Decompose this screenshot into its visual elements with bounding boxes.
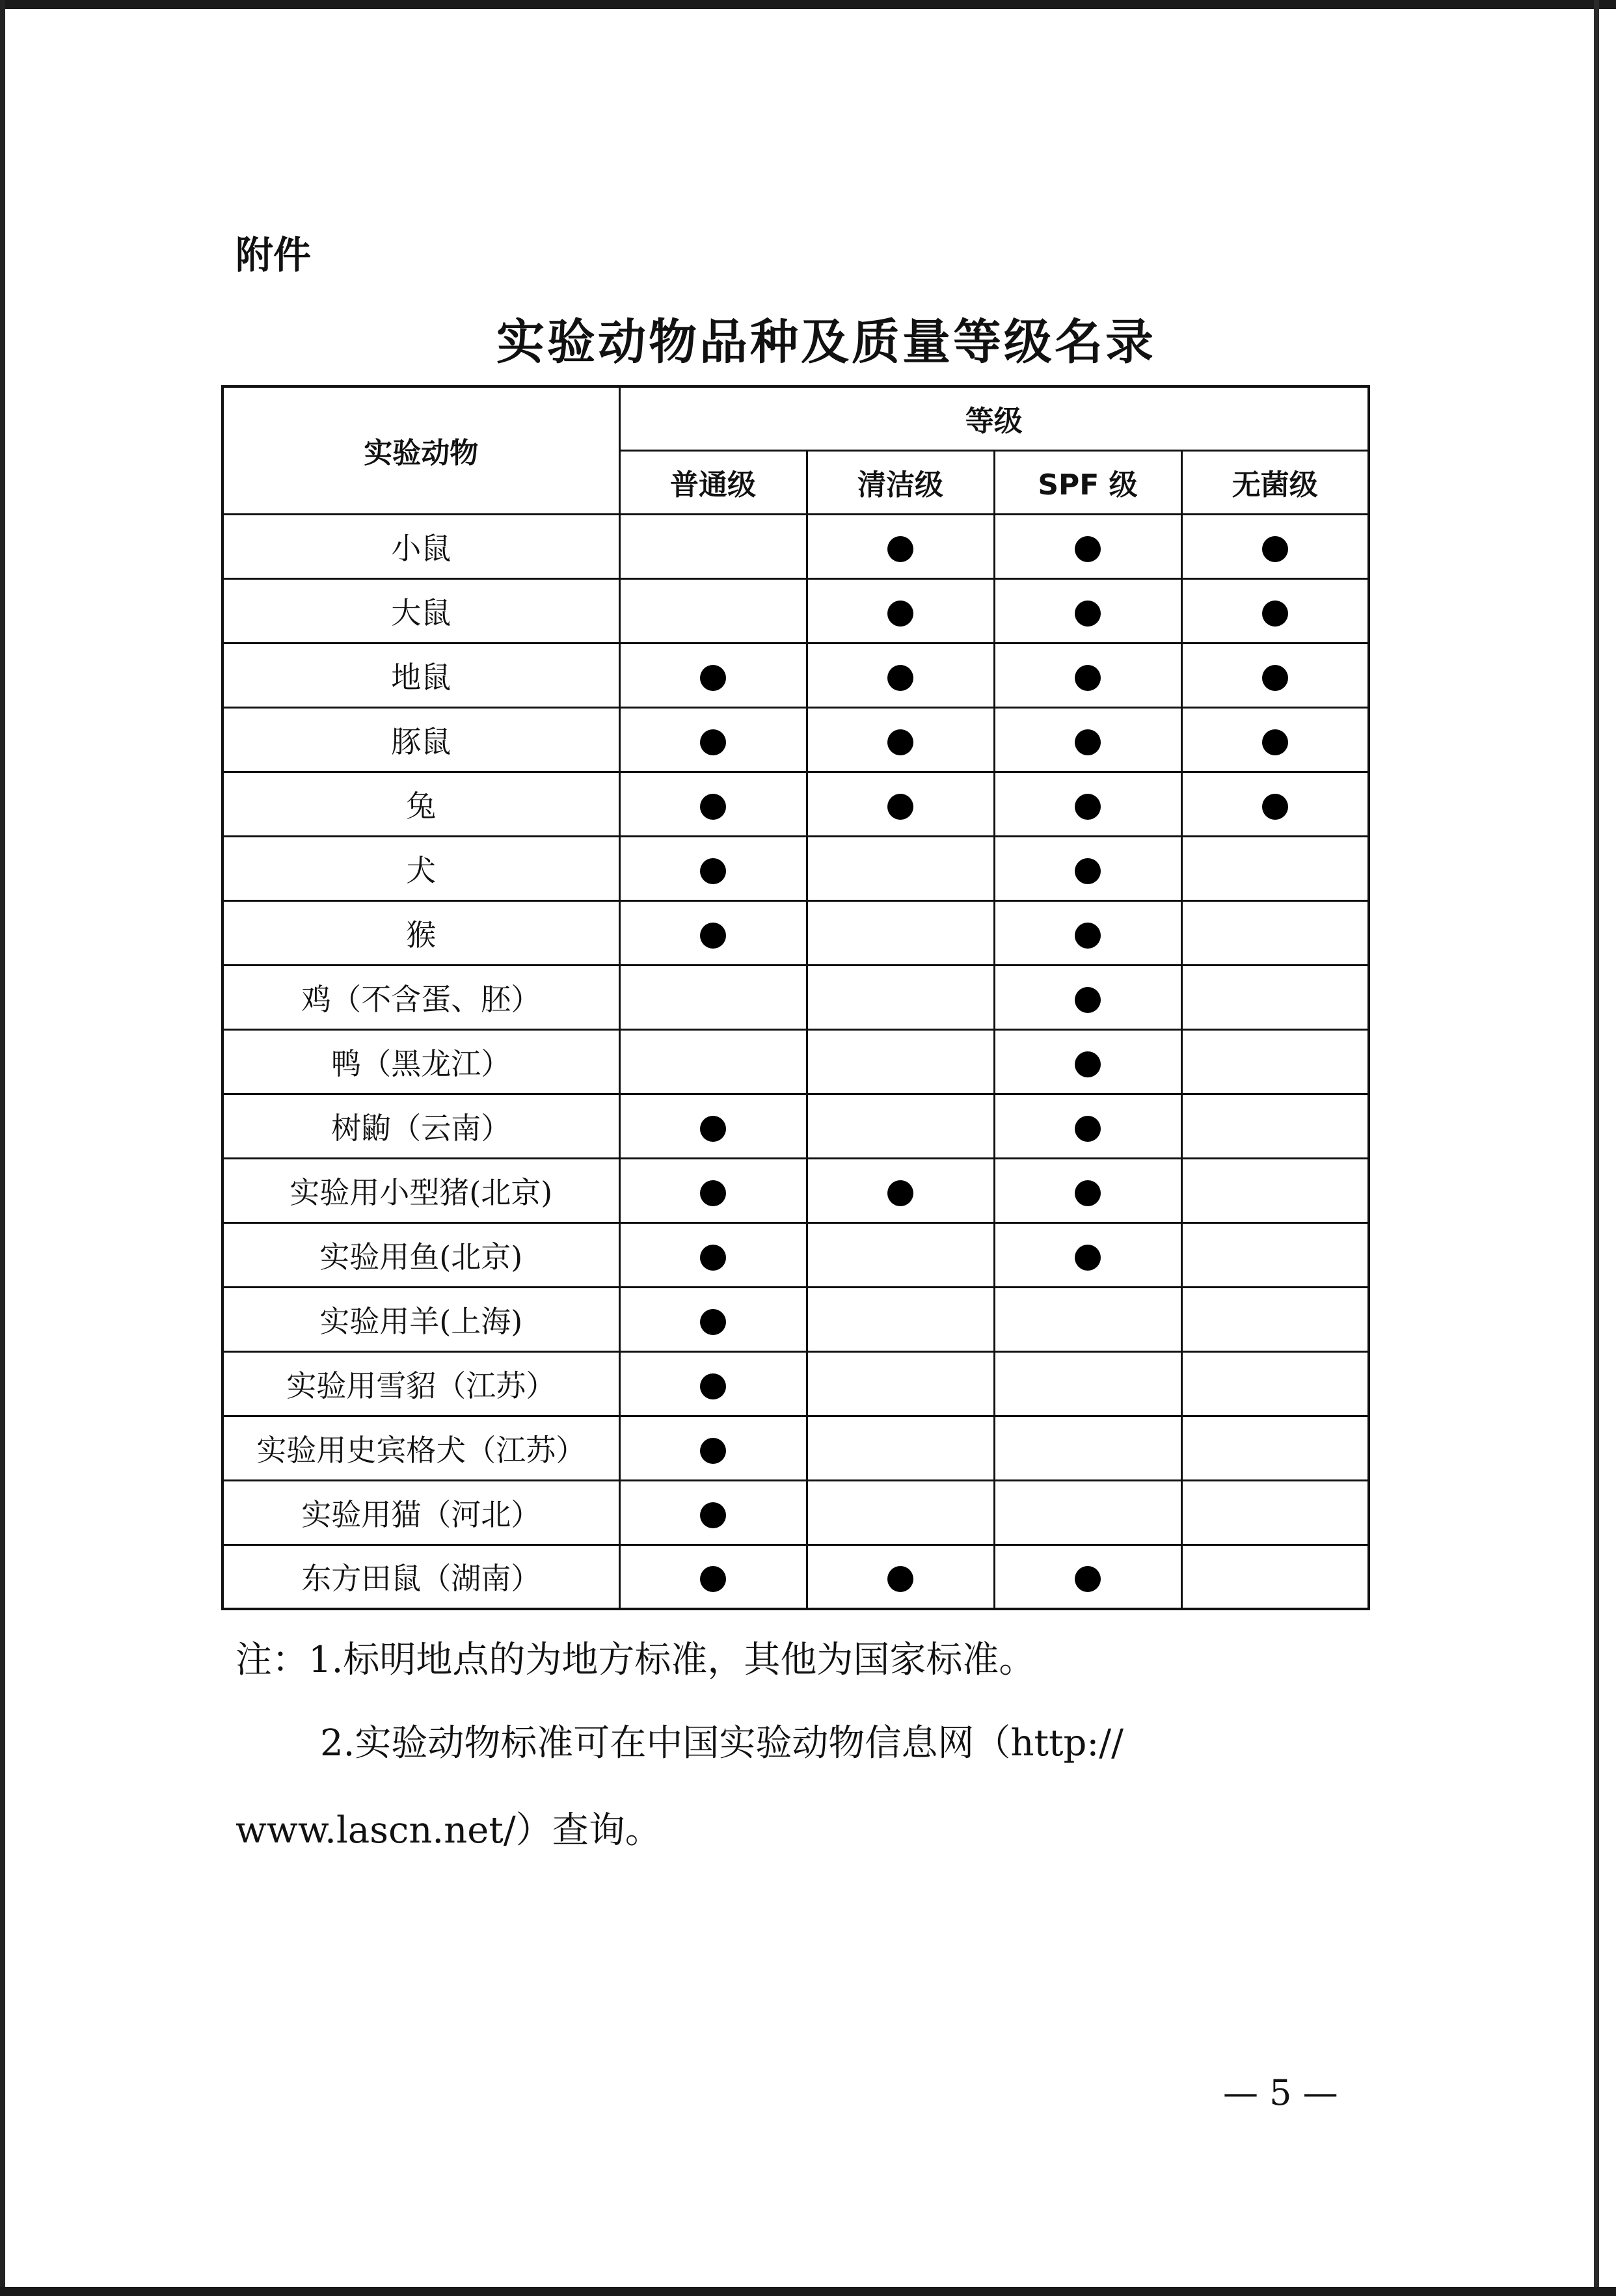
animal-name-cell: 鸡（不含蛋、胚） (222, 965, 619, 1029)
table-body (222, 514, 1369, 1609)
filled-dot-icon (700, 794, 726, 820)
animal-name-cell: 地鼠 (222, 643, 619, 707)
grade-mark-cell (619, 1158, 807, 1222)
filled-dot-icon (700, 665, 726, 691)
grade-mark-cell (994, 578, 1181, 643)
grade-mark-cell (1181, 1287, 1369, 1351)
table-row (222, 836, 1369, 900)
grade-mark-cell (994, 836, 1181, 900)
animal-name-cell: 实验用小型猪(北京) (222, 1158, 619, 1222)
grade-mark-cell (994, 772, 1181, 836)
grade-column-header: 清洁级 (807, 450, 994, 514)
grade-mark-cell (807, 514, 994, 578)
note-line-3: www.lascn.net/）查询。 (236, 1809, 662, 1852)
table-row (222, 965, 1369, 1029)
grade-mark-cell (1181, 836, 1369, 900)
animal-name-cell: 实验用鱼(北京) (222, 1222, 619, 1287)
animal-name-cell: 实验用史宾格犬（江苏） (222, 1416, 619, 1480)
filled-dot-icon (1075, 601, 1101, 627)
grade-mark-cell (994, 1287, 1181, 1351)
grade-column-header: 无菌级 (1181, 450, 1369, 514)
grade-mark-cell (619, 836, 807, 900)
grade-mark-cell (807, 836, 994, 900)
grade-mark-cell (619, 643, 807, 707)
table-row (222, 1416, 1369, 1480)
grade-mark-cell (807, 1094, 994, 1158)
filled-dot-icon (1262, 601, 1288, 627)
grade-mark-cell (807, 1029, 994, 1094)
page-number: — 5 — (1223, 2072, 1338, 2113)
filled-dot-icon (887, 729, 913, 755)
grade-column-header: SPF 级 (994, 450, 1181, 514)
table-row (222, 900, 1369, 965)
grade-mark-cell (1181, 1222, 1369, 1287)
grade-mark-cell (1181, 1545, 1369, 1609)
grade-mark-cell (994, 965, 1181, 1029)
filled-dot-icon (1075, 858, 1101, 884)
grade-mark-cell (994, 1545, 1181, 1609)
table-row (222, 1480, 1369, 1545)
grade-mark-cell (807, 1222, 994, 1287)
filled-dot-icon (700, 1438, 726, 1464)
table-row (222, 1351, 1369, 1416)
grade-mark-cell (807, 1416, 994, 1480)
filled-dot-icon (1262, 665, 1288, 691)
grade-group-header: 等级 (619, 386, 1369, 450)
grade-mark-cell (994, 1480, 1181, 1545)
animal-name-cell: 兔 (222, 772, 619, 836)
grade-mark-cell (807, 965, 994, 1029)
filled-dot-icon (887, 1566, 913, 1592)
grade-mark-cell (1181, 1094, 1369, 1158)
table-row (222, 772, 1369, 836)
grade-mark-cell (1181, 578, 1369, 643)
grade-mark-cell (1181, 1480, 1369, 1545)
grade-mark-cell (994, 514, 1181, 578)
filled-dot-icon (700, 1309, 726, 1335)
grade-mark-cell (807, 707, 994, 772)
grade-mark-cell (1181, 707, 1369, 772)
filled-dot-icon (700, 1502, 726, 1528)
table-row (222, 643, 1369, 707)
animal-name-cell: 树鼩（云南） (222, 1094, 619, 1158)
filled-dot-icon (1075, 536, 1101, 562)
table-row (222, 1287, 1369, 1351)
filled-dot-icon (1075, 729, 1101, 755)
filled-dot-icon (700, 858, 726, 884)
filled-dot-icon (700, 1180, 726, 1206)
grade-mark-cell (807, 578, 994, 643)
grade-mark-cell (619, 1222, 807, 1287)
filled-dot-icon (1075, 1566, 1101, 1592)
grade-mark-cell (619, 707, 807, 772)
grade-mark-cell (619, 1287, 807, 1351)
table-header-row (222, 386, 1369, 450)
filled-dot-icon (887, 794, 913, 820)
table-row (222, 514, 1369, 578)
animal-name-cell: 鸭（黑龙江） (222, 1029, 619, 1094)
grade-mark-cell (807, 1351, 994, 1416)
filled-dot-icon (1262, 536, 1288, 562)
grade-mark-cell (1181, 514, 1369, 578)
grade-mark-cell (619, 1351, 807, 1416)
grade-mark-cell (619, 772, 807, 836)
grade-mark-cell (994, 900, 1181, 965)
table-row (222, 707, 1369, 772)
grade-mark-cell (994, 1094, 1181, 1158)
grade-mark-cell (1181, 643, 1369, 707)
filled-dot-icon (887, 536, 913, 562)
grade-mark-cell (807, 1480, 994, 1545)
grade-mark-cell (1181, 1029, 1369, 1094)
filled-dot-icon (1075, 794, 1101, 820)
grade-mark-cell (807, 1545, 994, 1609)
grade-mark-cell (619, 1545, 807, 1609)
filled-dot-icon (700, 923, 726, 949)
animal-name-cell: 大鼠 (222, 578, 619, 643)
document-title: 实验动物品种及质量等级名录 (496, 314, 1156, 370)
filled-dot-icon (700, 1116, 726, 1142)
table-row (222, 1158, 1369, 1222)
animal-name-cell: 豚鼠 (222, 707, 619, 772)
filled-dot-icon (1075, 1180, 1101, 1206)
table-row (222, 1222, 1369, 1287)
animal-name-cell: 犬 (222, 836, 619, 900)
grade-mark-cell (619, 1480, 807, 1545)
table-row (222, 1545, 1369, 1609)
note-line-1: 注：1.标明地点的为地方标准，其他为国家标准。 (236, 1639, 1036, 1681)
filled-dot-icon (887, 1180, 913, 1206)
filled-dot-icon (1262, 729, 1288, 755)
attachment-label: 附件 (236, 233, 312, 277)
grade-mark-cell (1181, 772, 1369, 836)
filled-dot-icon (1075, 1245, 1101, 1271)
animal-name-cell: 实验用猫（河北） (222, 1480, 619, 1545)
grade-mark-cell (807, 643, 994, 707)
filled-dot-icon (1075, 1116, 1101, 1142)
filled-dot-icon (1075, 987, 1101, 1013)
grade-mark-cell (1181, 1158, 1369, 1222)
grade-mark-cell (994, 1416, 1181, 1480)
animal-column-header: 实验动物 (222, 386, 619, 514)
grade-mark-cell (619, 965, 807, 1029)
filled-dot-icon (887, 601, 913, 627)
table-row (222, 1094, 1369, 1158)
grade-mark-cell (1181, 1416, 1369, 1480)
grade-mark-cell (1181, 900, 1369, 965)
grade-mark-cell (807, 1158, 994, 1222)
filled-dot-icon (887, 665, 913, 691)
grade-mark-cell (994, 1222, 1181, 1287)
filled-dot-icon (700, 729, 726, 755)
table-row (222, 1029, 1369, 1094)
filled-dot-icon (700, 1373, 726, 1399)
grade-mark-cell (994, 1029, 1181, 1094)
grade-mark-cell (619, 514, 807, 578)
table-row (222, 578, 1369, 643)
grade-mark-cell (807, 1287, 994, 1351)
grade-column-header: 普通级 (619, 450, 807, 514)
filled-dot-icon (1075, 665, 1101, 691)
animal-name-cell: 小鼠 (222, 514, 619, 578)
grade-mark-cell (807, 772, 994, 836)
grade-mark-cell (807, 900, 994, 965)
animal-name-cell: 实验用雪貂（江苏） (222, 1351, 619, 1416)
animal-name-cell: 猴 (222, 900, 619, 965)
animal-name-cell: 东方田鼠（湖南） (222, 1545, 619, 1609)
filled-dot-icon (700, 1245, 726, 1271)
scan-border-bottom (0, 2287, 1616, 2296)
grade-mark-cell (994, 1158, 1181, 1222)
filled-dot-icon (1075, 1051, 1101, 1077)
grade-mark-cell (619, 1416, 807, 1480)
grade-mark-cell (1181, 965, 1369, 1029)
note-line-2: 2.实验动物标准可在中国实验动物信息网（http:// (320, 1722, 1124, 1764)
grade-mark-cell (619, 1029, 807, 1094)
grade-mark-cell (994, 707, 1181, 772)
filled-dot-icon (1075, 923, 1101, 949)
grade-mark-cell (994, 1351, 1181, 1416)
grade-mark-cell (994, 643, 1181, 707)
grade-mark-cell (1181, 1351, 1369, 1416)
filled-dot-icon (700, 1566, 726, 1592)
grade-mark-cell (619, 1094, 807, 1158)
grade-mark-cell (619, 578, 807, 643)
grade-table (221, 385, 1370, 1610)
scan-border-top (0, 0, 1616, 9)
grade-mark-cell (619, 900, 807, 965)
animal-name-cell: 实验用羊(上海) (222, 1287, 619, 1351)
filled-dot-icon (1262, 794, 1288, 820)
